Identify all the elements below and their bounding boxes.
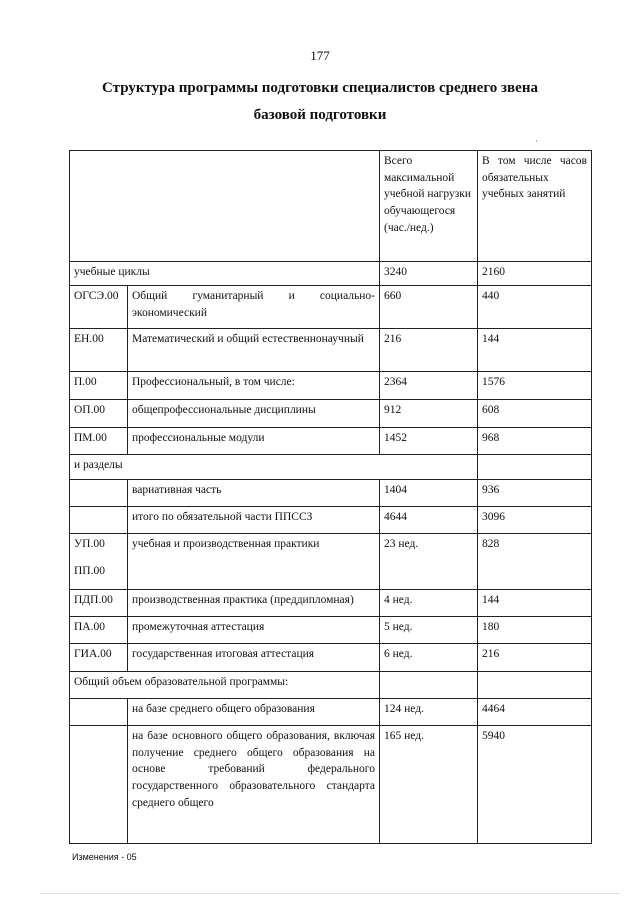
- row-code: П.00: [70, 372, 128, 400]
- row-total: 1404: [380, 480, 478, 507]
- row-code: [70, 534, 128, 590]
- row-code: [70, 699, 128, 726]
- header-empty-cell: [70, 151, 380, 262]
- table-row: [70, 699, 592, 726]
- table-row: [70, 644, 592, 672]
- stray-mark: ·: [535, 137, 538, 146]
- table-row: [70, 590, 592, 617]
- row-name: вариативная часть: [128, 480, 380, 507]
- table-row: [70, 400, 592, 428]
- row-total: 4 нед.: [380, 590, 478, 617]
- row-total: 4644: [380, 507, 478, 534]
- row-total: [380, 672, 478, 699]
- row-name: Профессиональный, в том числе:: [128, 372, 380, 400]
- row-mandatory: 5940: [478, 726, 592, 844]
- row-total: 216: [380, 329, 478, 372]
- table-row: [70, 428, 592, 455]
- page-number: 177: [310, 48, 330, 63]
- row-code: ПМ.00: [70, 428, 128, 455]
- table-row: [70, 726, 592, 844]
- row-total: 2364: [380, 372, 478, 400]
- row-name: Математический и общий естественнонаучный: [128, 329, 380, 372]
- row-code: ОП.00: [70, 400, 128, 428]
- document-subtitle: базовой подготовки: [253, 107, 387, 123]
- row-name: промежуточная аттестация: [128, 617, 380, 644]
- row-name: государственная итоговая аттестация: [128, 644, 380, 672]
- row-total: 912: [380, 400, 478, 428]
- row-mandatory: 180: [478, 617, 592, 644]
- row-code: ОГСЭ.00: [70, 286, 128, 329]
- row-code: ЕН.00: [70, 329, 128, 372]
- header-total-cell: Всего максимальной учебной нагрузки обучающегося (час./нед.): [380, 151, 478, 262]
- row-mandatory: 216: [478, 644, 592, 672]
- table-row: [70, 262, 592, 286]
- row-total: 165 нед.: [380, 726, 478, 844]
- row-name: Общий объем образовательной программы:: [70, 672, 380, 699]
- row-mandatory: 144: [478, 590, 592, 617]
- row-mandatory: 828: [478, 534, 592, 590]
- table-row: [70, 617, 592, 644]
- table-row: [70, 480, 592, 507]
- row-code: [70, 726, 128, 844]
- row-total: 23 нед.: [380, 534, 478, 590]
- row-name: производственная практика (преддипломная): [128, 590, 380, 617]
- header-mandatory-cell: В том числе часов обязательных учебных занятий: [478, 151, 592, 262]
- row-code: ПДП.00: [70, 590, 128, 617]
- row-code: [70, 480, 128, 507]
- row-name: итого по обязательной части ППССЗ: [128, 507, 380, 534]
- row-code: ПА.00: [70, 617, 128, 644]
- row-name: Общий гуманитарный и социально-экономический: [128, 286, 380, 329]
- table-header-row: [70, 151, 592, 262]
- footer-revision: Изменения - 05: [72, 852, 137, 862]
- row-code-secondary: ПП.00: [74, 564, 105, 577]
- row-total: 5 нед.: [380, 617, 478, 644]
- row-mandatory: 4464: [478, 699, 592, 726]
- row-total: 6 нед.: [380, 644, 478, 672]
- row-code: ГИА.00: [70, 644, 128, 672]
- table-row: [70, 534, 592, 590]
- row-name: общепрофессиональные дисциплины: [128, 400, 380, 428]
- row-total: 124 нед.: [380, 699, 478, 726]
- table-row: [70, 672, 592, 699]
- row-name: учебная и производственная практики: [128, 534, 380, 590]
- row-name: на базе основного общего образования, включая получение среднего общего образования на основе требований федерального государственного образовательного стандарта среднего общего: [128, 726, 380, 844]
- row-name: учебные циклы: [70, 262, 380, 286]
- row-mandatory: 440: [478, 286, 592, 329]
- table-row: [70, 455, 592, 480]
- table-row: [70, 372, 592, 400]
- row-mandatory: 936: [478, 480, 592, 507]
- row-code: [70, 507, 128, 534]
- row-code-primary: УП.00: [74, 538, 105, 550]
- program-structure-table: [69, 150, 592, 844]
- page-edge-line: [40, 893, 620, 894]
- row-mandatory: [478, 672, 592, 699]
- table-row: [70, 286, 592, 329]
- row-mandatory: 608: [478, 400, 592, 428]
- row-name: на базе среднего общего образования: [128, 699, 380, 726]
- row-name: профессиональные модули: [128, 428, 380, 455]
- row-name: и разделы: [70, 455, 478, 480]
- table-row: [70, 507, 592, 534]
- row-mandatory: 2160: [478, 262, 592, 286]
- row-total: 660: [380, 286, 478, 329]
- row-mandatory: 968: [478, 428, 592, 455]
- row-mandatory: 144: [478, 329, 592, 372]
- table-row: [70, 329, 592, 372]
- row-total: 1452: [380, 428, 478, 455]
- row-mandatory: [478, 455, 592, 480]
- row-mandatory: 3096: [478, 507, 592, 534]
- row-mandatory: 1576: [478, 372, 592, 400]
- row-total: 3240: [380, 262, 478, 286]
- document-title: Структура программы подготовки специалистов среднего звена: [102, 80, 538, 96]
